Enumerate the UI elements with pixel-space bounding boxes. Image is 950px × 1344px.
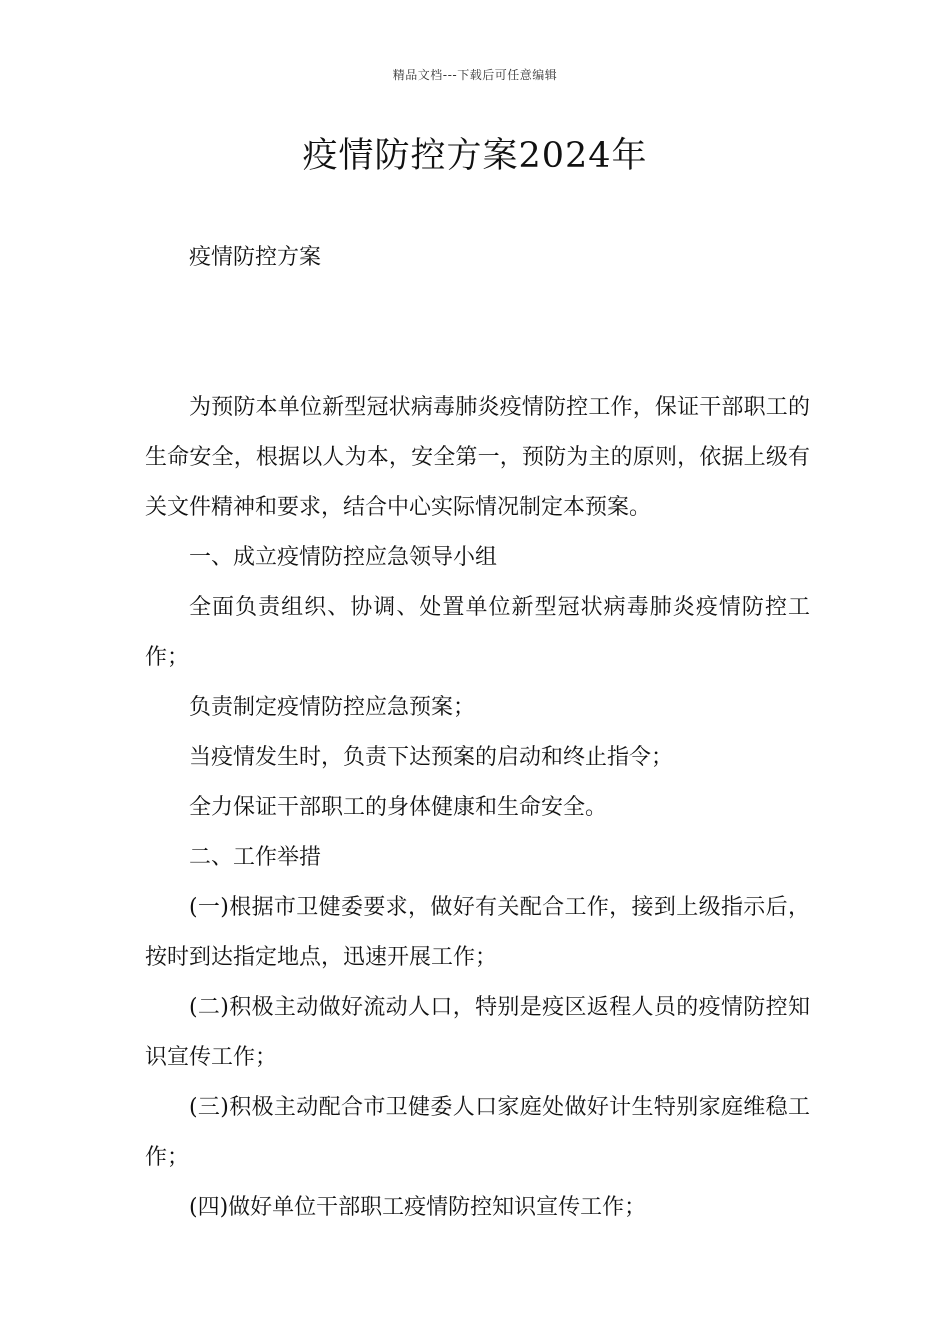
header-note: 精品文档---下载后可任意编辑 [392, 68, 558, 82]
paragraph-item: 全力保证干部职工的身体健康和生命安全。 [189, 795, 608, 820]
paragraph-item: 全面负责组织、协调、处置单位新型冠状病毒肺炎疫情防控工作； [145, 595, 810, 670]
document-title: 疫情防控方案2024年 [302, 136, 648, 176]
section-heading-1: 一、成立疫情防控应急领导小组 [189, 545, 498, 570]
document-subtitle: 疫情防控方案 [189, 245, 322, 270]
paragraph-item: (三)积极主动配合市卫健委人口家庭处做好计生特别家庭维稳工作； [145, 1095, 810, 1170]
paragraph-item: (四)做好单位干部职工疫情防控知识宣传工作； [189, 1195, 647, 1220]
document-body [145, 233, 810, 1233]
paragraph-item: (一)根据市卫健委要求，做好有关配合工作，接到上级指示后，按时到达指定地点，迅速开展工作； [145, 895, 810, 970]
section-heading-2: 二、工作举措 [189, 845, 322, 870]
paragraph-item: 当疫情发生时，负责下达预案的启动和终止指令； [189, 745, 674, 770]
paragraph-item: 负责制定疫情防控应急预案； [189, 695, 476, 720]
paragraph-intro: 为预防本单位新型冠状病毒肺炎疫情防控工作，保证干部职工的生命安全，根据以人为本，安全第一，预防为主的原则，依据上级有关文件精神和要求，结合中心实际情况制定本预案。 [145, 395, 810, 520]
paragraph-item: (二)积极主动做好流动人口，特别是疫区返程人员的疫情防控知识宣传工作； [145, 995, 810, 1070]
